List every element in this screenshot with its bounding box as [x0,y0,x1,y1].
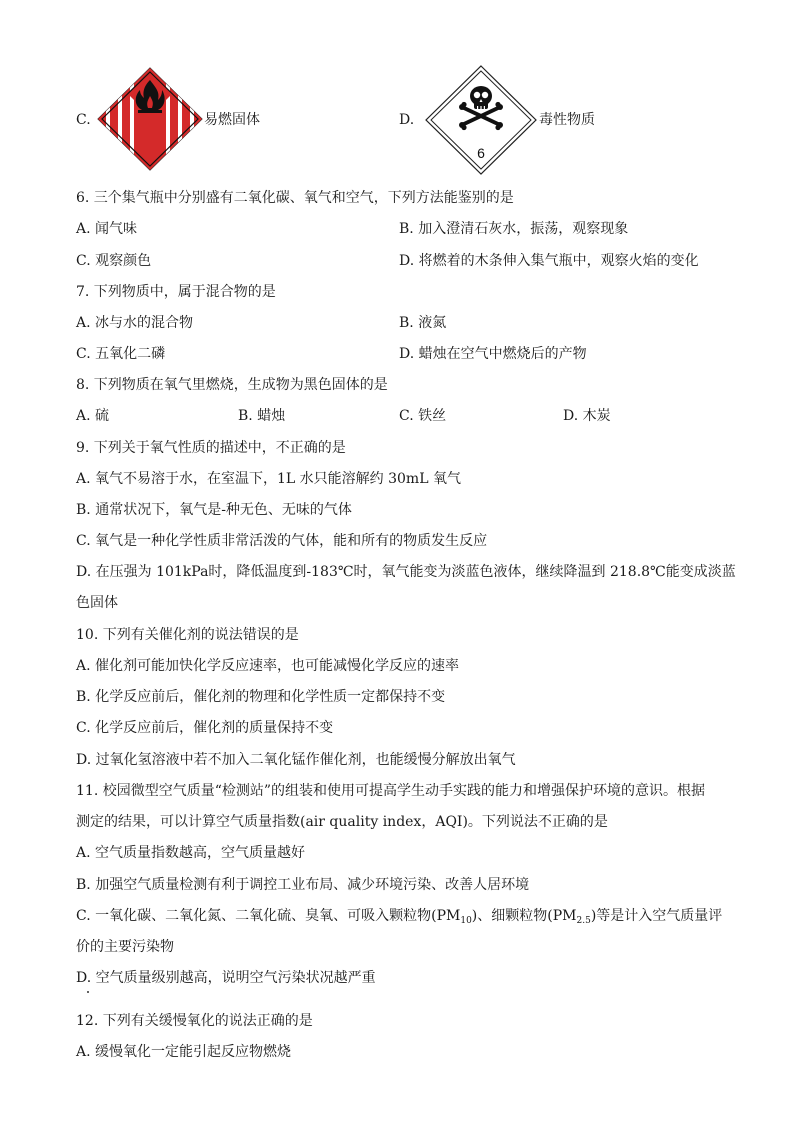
q9-stem: 9. 下列关于氧气性质的描述中，不正确的是 [76,440,346,456]
q10-option-a: A. 催化剂可能加快化学反应速率，也可能减慢化学反应的速率 [76,658,460,674]
q10-stem: 10. 下列有关催化剂的说法错误的是 [76,627,299,643]
toxic-substance-sign-icon [424,64,538,176]
q11-stem-line2: 测定的结果，可以计算空气质量指数(air quality index，AQI)。下列说法不正确的是 [76,814,608,830]
toxic-class-number: 6 [477,145,485,161]
q6-option-b: B. 加入澄清石灰水，振荡，观察现象 [399,221,629,237]
pm25-subscript: 2.5 [576,916,591,926]
q10-option-b: B. 化学反应前后，催化剂的物理和化学性质一定都保持不变 [76,689,446,705]
q11-option-c-continued: 价的主要污染物 [76,939,174,955]
q11-stem-line1: 11. 校园微型空气质量“检测站”的组装和使用可提高学生动手实践的能力和增强保护环境的意识。根据 [76,783,706,799]
stray-dot [87,991,89,993]
pm10-subscript: 10 [460,916,472,926]
q8-option-d: D. 木炭 [563,408,611,424]
q7-option-c: C. 五氧化二磷 [76,346,166,362]
q8-option-a: A. 硫 [76,408,110,424]
q7-stem: 7. 下列物质中，属于混合物的是 [76,284,276,300]
q6-stem: 6. 三个集气瓶中分别盛有二氧化碳、氧气和空气，下列方法能鉴别的是 [76,190,514,206]
q11-option-c-text: C. 一氧化碳、二氧化氮、二氧化硫、臭氧、可吸入颗粒物(PM [76,908,461,924]
q9-option-d-continued: 色固体 [76,595,118,611]
q8-option-c: C. 铁丝 [399,408,447,424]
q9-option-a: A. 氧气不易溶于水，在室温下，1L 水只能溶解约 30mL 氧气 [76,471,461,487]
q6-option-c: C. 观察颜色 [76,253,152,269]
q12-stem: 12. 下列有关缓慢氧化的说法正确的是 [76,1013,313,1029]
q11-option-b: B. 加强空气质量检测有利于调控工业布局、减少环境污染、改善人居环境 [76,877,530,893]
q8-option-b: B. 蜡烛 [238,408,286,424]
flammable-solid-sign-icon [96,66,204,172]
option-letter-d: D. [399,112,415,128]
q7-option-d: D. 蜡烛在空气中燃烧后的产物 [399,346,587,362]
q9-option-c: C. 氧气是一种化学性质非常活泼的气体，能和所有的物质发生反应 [76,533,488,549]
q11-option-c-text: )、细颗粒物(PM [471,908,577,924]
q6-option-d: D. 将燃着的木条伸入集气瓶中，观察火焰的变化 [399,253,699,269]
q11-option-c-text: )等是计入空气质量评 [590,908,723,924]
q11-option-c [76,907,722,930]
q11-option-d: D. 空气质量级别越高，说明空气污染状况越严重 [76,970,376,986]
q8-stem: 8. 下列物质在氧气里燃烧，生成物为黑色固体的是 [76,377,388,393]
q10-option-c: C. 化学反应前后，催化剂的质量保持不变 [76,720,334,736]
q9-option-b: B. 通常状况下，氧气是-种无色、无味的气体 [76,502,352,518]
flammable-solid-label: 易燃固体 [204,112,260,128]
q10-option-d: D. 过氧化氢溶液中若不加入二氧化锰作催化剂，也能缓慢分解放出氧气 [76,752,516,768]
q11-option-a: A. 空气质量指数越高，空气质量越好 [76,845,306,861]
q12-option-a: A. 缓慢氧化一定能引起反应物燃烧 [76,1044,292,1060]
q7-option-a: A. 冰与水的混合物 [76,315,194,331]
q9-option-d: D. 在压强为 101kPa时，降低温度到-183℃时，氧气能变为淡蓝色液体，继续降温到 218.8℃能变成淡蓝 [76,564,736,580]
toxic-substance-label: 毒性物质 [539,112,595,128]
q6-option-a: A. 闻气味 [76,221,138,237]
q7-option-b: B. 液氮 [399,315,447,331]
option-letter-c: C. [76,112,91,128]
